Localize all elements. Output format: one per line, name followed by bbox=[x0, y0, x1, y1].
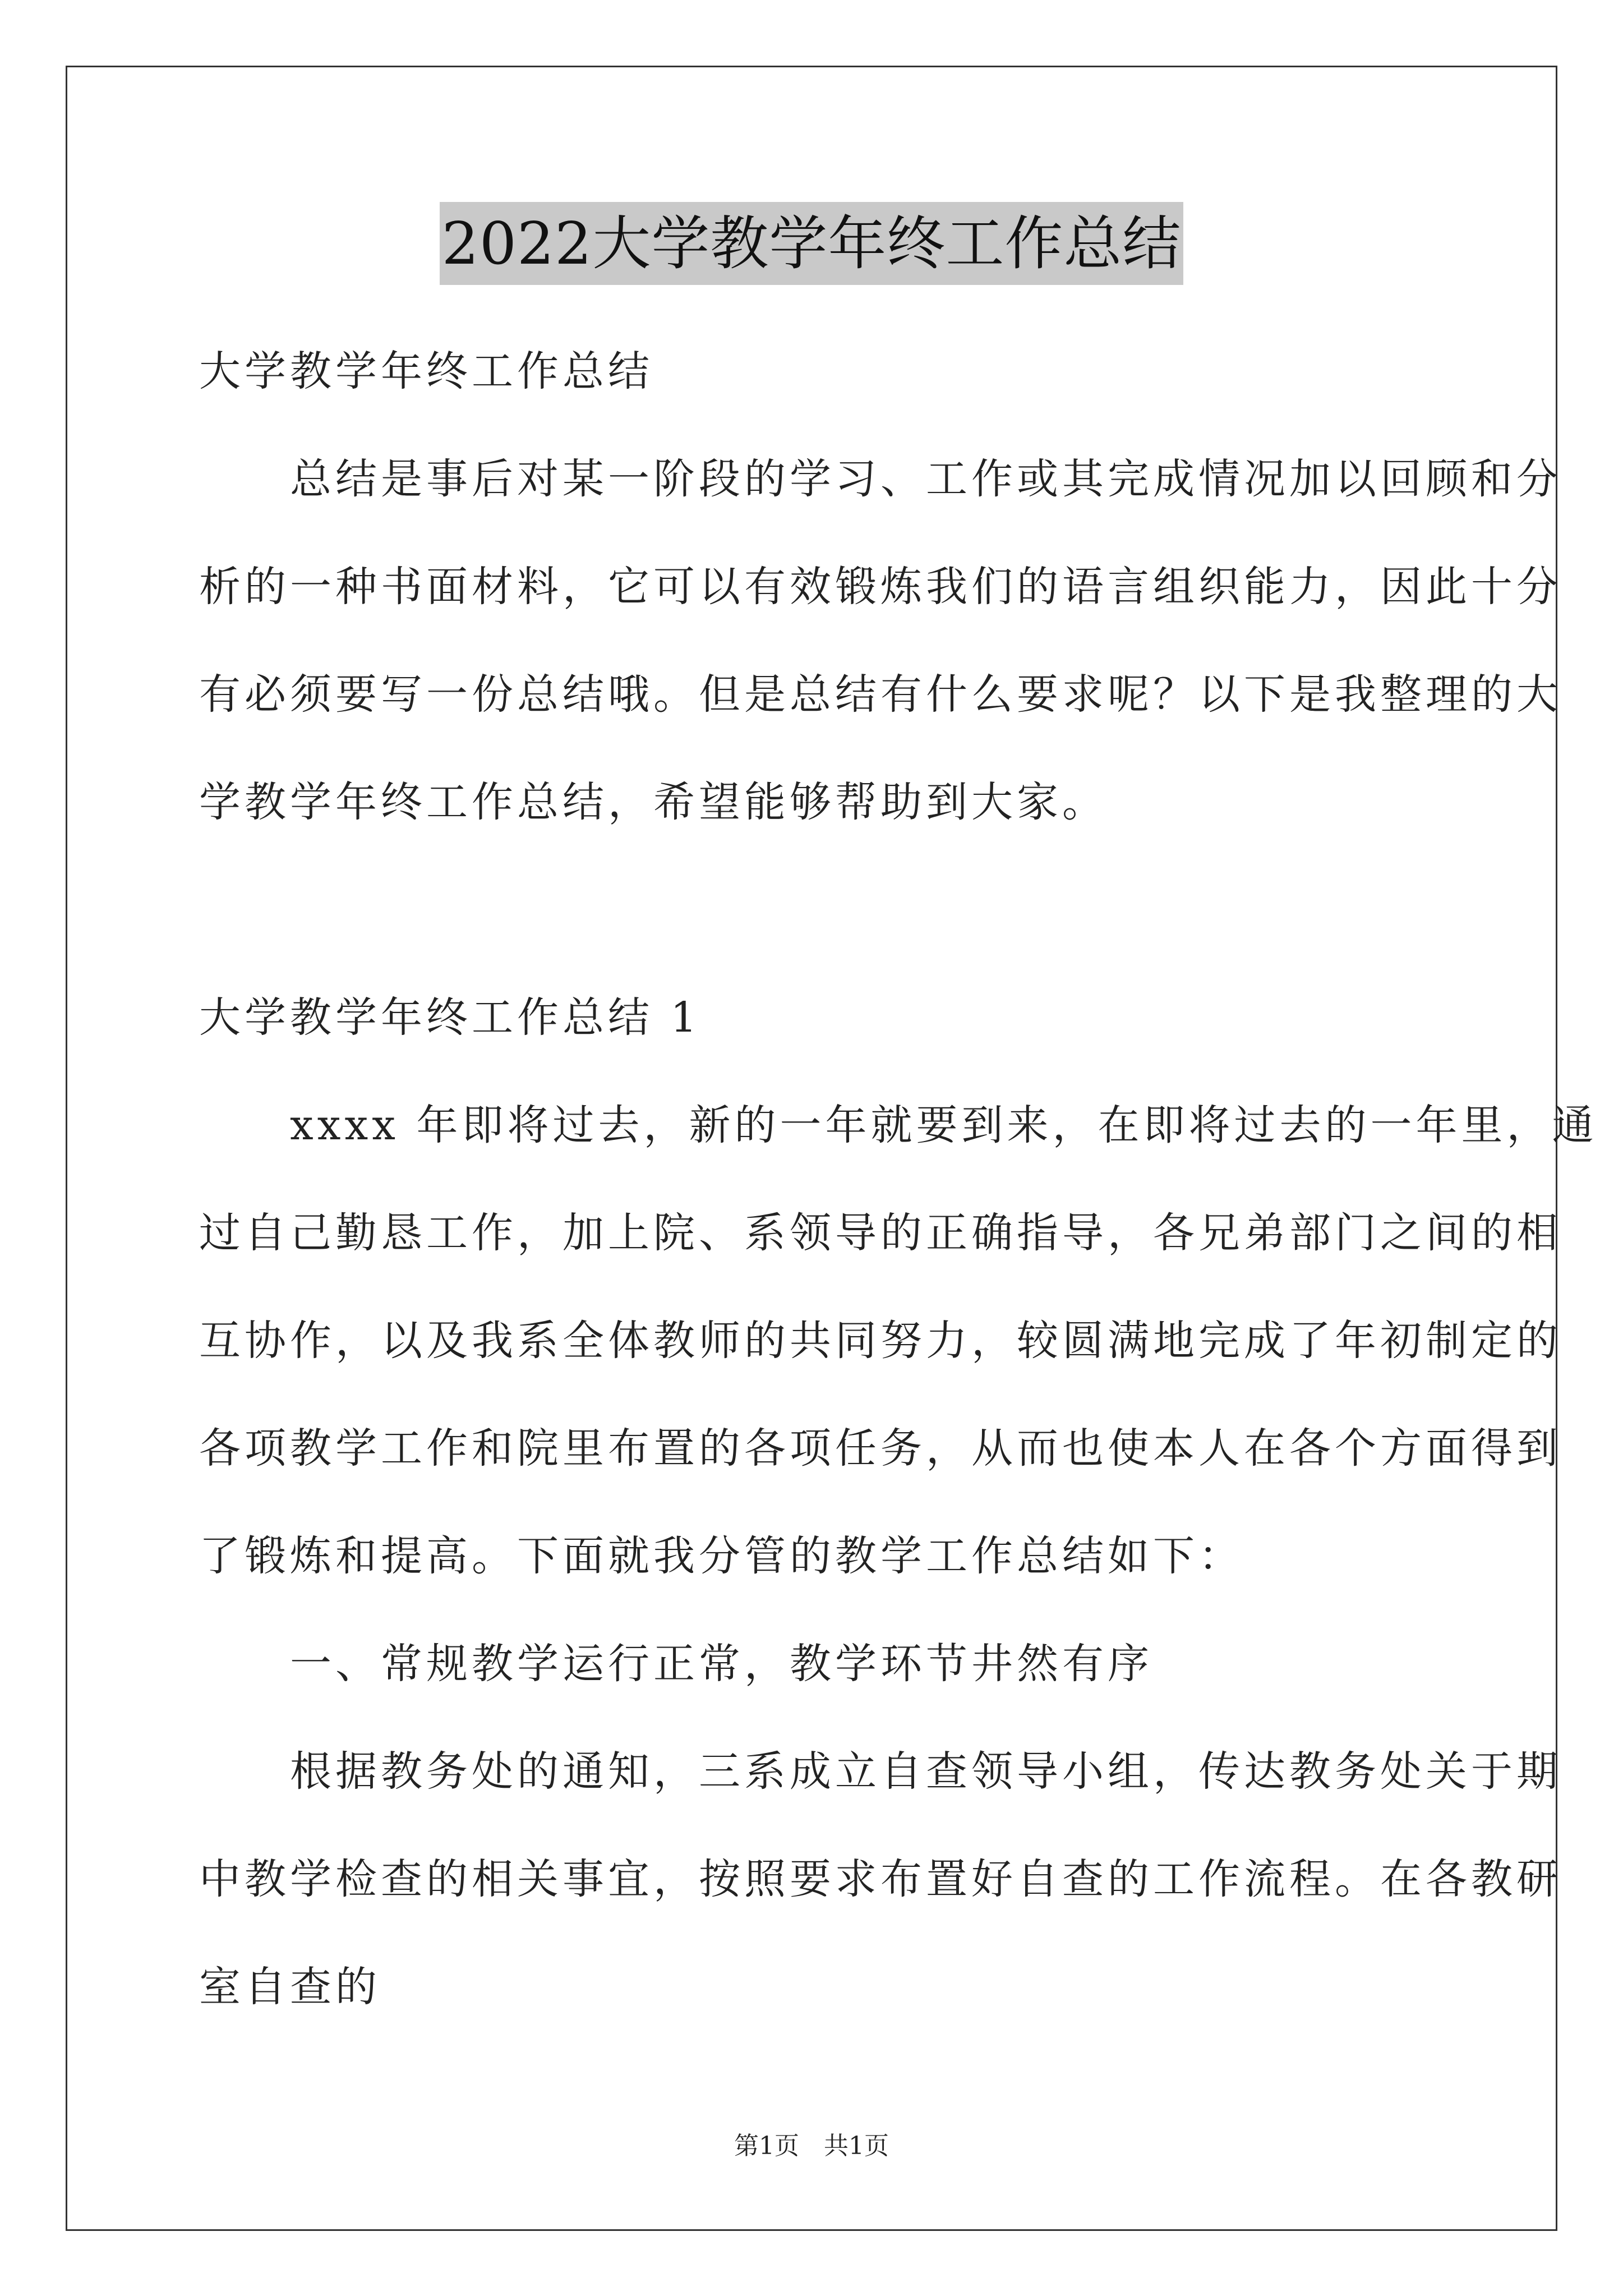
paragraph-line: 析的一种书面材料，它可以有效锻炼我们的语言组织能力，因此十分 bbox=[199, 563, 1562, 611]
section-heading: 大学教学年终工作总结 1 bbox=[199, 993, 701, 1042]
subsection-heading: 一、常规教学运行正常，教学环节井然有序 bbox=[199, 1640, 1153, 1688]
paragraph-line: 过自己勤恳工作，加上院、系领导的正确指导，各兄弟部门之间的相 bbox=[199, 1209, 1562, 1257]
paragraph-line: xxxx 年即将过去，新的一年就要到来，在即将过去的一年里，通 bbox=[199, 1101, 1598, 1149]
paragraph-line: 互协作，以及我系全体教师的共同努力，较圆满地完成了年初制定的 bbox=[199, 1317, 1562, 1365]
document-title: 2022大学教学年终工作总结 bbox=[440, 202, 1184, 285]
paragraph-line: 了锻炼和提高。下面就我分管的教学工作总结如下： bbox=[199, 1532, 1244, 1580]
paragraph-line: 各项教学工作和院里布置的各项任务，从而也使本人在各个方面得到 bbox=[199, 1424, 1562, 1473]
paragraph-line: 室自查的 bbox=[199, 1963, 381, 2011]
paragraph-line: 根据教务处的通知，三系成立自查领导小组，传达教务处关于期 bbox=[199, 1747, 1562, 1796]
paragraph-line: 中教学检查的相关事宜，按照要求布置好自查的工作流程。在各教研 bbox=[199, 1855, 1562, 1903]
page-footer: 第1页 共1页 bbox=[734, 2132, 889, 2160]
title-container bbox=[0, 202, 1623, 285]
paragraph-line: 学教学年终工作总结，希望能够帮助到大家。 bbox=[199, 778, 1108, 826]
subtitle-line: 大学教学年终工作总结 bbox=[199, 347, 653, 395]
paragraph-line: 总结是事后对某一阶段的学习、工作或其完成情况加以回顾和分 bbox=[199, 455, 1562, 503]
paragraph-line: 有必须要写一份总结哦。但是总结有什么要求呢？以下是我整理的大 bbox=[199, 670, 1562, 719]
